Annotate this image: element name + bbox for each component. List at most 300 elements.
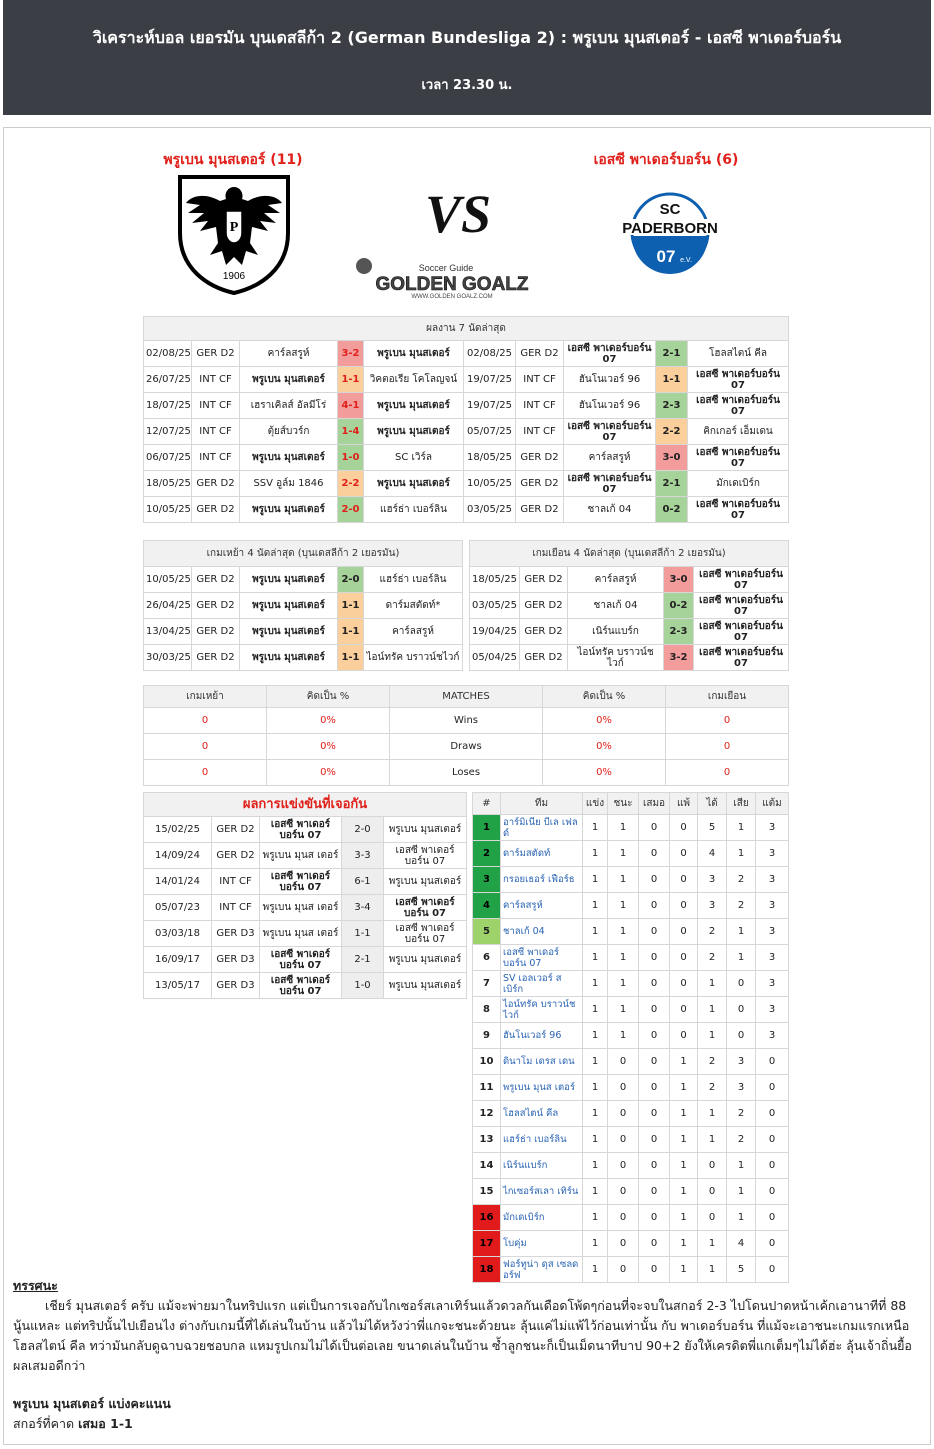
stat: 0: [608, 1075, 639, 1101]
league: GER D2: [192, 645, 240, 671]
stat: 0: [756, 1205, 789, 1231]
rank: 15: [473, 1179, 501, 1205]
away-side-team: เอสซี พาเดอร์บอร์น 07: [688, 367, 789, 393]
league: GER D3: [212, 973, 260, 999]
score: 2-3: [664, 619, 694, 645]
match-date: 13/04/25: [144, 619, 192, 645]
rank: 16: [473, 1205, 501, 1231]
standings-row: [473, 1023, 789, 1049]
stat: 1: [583, 867, 608, 893]
stat: 1: [583, 1205, 608, 1231]
stat: 3: [756, 971, 789, 997]
team-link[interactable]: SV เอลเวอร์ สเบิร์ก: [501, 971, 583, 997]
home-side-team: เอสซี พาเดอร์บอร์น 07: [564, 419, 656, 445]
stat: 0: [608, 1257, 639, 1283]
analysis-body: เชียร์ มุนสเตอร์ ครับ แม้จะพ่ายมาในทริปแรก แต่เป็นการเจอกับไกเซอร์สเลาเทิร์นแล้วดวลกันเดือดโพ้ดๆก่อนที่จะจบในสกอร์ 2-3 ไปโดนปาดหน้าเค้กเอานาทีที่ 88 นู้นแหละ แต่ทริปนั้นไปเยือนไง ต่างกับเกมนี้ที่ได้เล่นในบ้าน แล้วไม่ได้หวังว่าพี่แกจะชนะด้วยนะ ลุ้นแค่ไม่แพ้ไว้ก่อนเท่านั้น กับ พาเดอร์บอร์น ที่แม้จะเอาชนะเกมแรกเหนือ โฮลสไตน์ คีล ทว่ามันกลับดูฉาบฉวยชอบกล แหมรูปเกมไม่ได้เป็นต่อเลย ขนาดเล่นในบ้าน ซ้ำลูกชนะก็เป็นเม็ดนาทีบาป 90+2 ยังให้เครดิตพี่แกเต็มๆไม่ได้ฮ่ะ ลุ้นเจ้าถิ่นยื้อผลเสมอดีกว่า: [13, 1298, 912, 1373]
match-date: 06/07/25: [144, 445, 192, 471]
score: 2-1: [656, 471, 688, 497]
score: 1-1: [342, 921, 384, 947]
stat: 0: [639, 893, 670, 919]
away-side-team: วิคตอเรีย โคโลญจน์: [364, 367, 464, 393]
score: 3-0: [664, 567, 694, 593]
stat: 0: [639, 867, 670, 893]
score: 1-1: [338, 593, 364, 619]
league: GER D2: [516, 445, 564, 471]
standings-row: [473, 945, 789, 971]
vs-graphic: [418, 182, 498, 242]
last7-row: [144, 367, 789, 393]
matches-header: MATCHES: [390, 686, 543, 708]
stat: 0: [756, 1257, 789, 1283]
score: 2-1: [656, 341, 688, 367]
team-link[interactable]: ดาร์มสตัดท์: [501, 841, 583, 867]
team-link[interactable]: ไอน์ทรัค บราวน์ชไวก์: [501, 997, 583, 1023]
h2h-table: [143, 792, 467, 999]
team-link[interactable]: โบคุ่ม: [501, 1231, 583, 1257]
home-side-team: เนิร์นแบร์ก: [568, 619, 664, 645]
matches-row: [144, 734, 789, 760]
league: GER D2: [192, 341, 240, 367]
stat: 1: [727, 945, 756, 971]
match-date: 14/01/24: [144, 869, 212, 895]
home-side-team: พรูเบน มุนสเตอร์: [240, 593, 338, 619]
stat: 1: [583, 841, 608, 867]
team-link[interactable]: แฮร์ธ่า เบอร์ลิน: [501, 1127, 583, 1153]
standings-row: [473, 919, 789, 945]
standings-row: [473, 1205, 789, 1231]
stat: 0: [639, 1257, 670, 1283]
league: GER D2: [520, 567, 568, 593]
home4-row: [144, 645, 463, 671]
stat: 0: [639, 815, 670, 841]
stat: 4: [698, 841, 727, 867]
league: GER D2: [212, 817, 260, 843]
away4-row: [470, 567, 789, 593]
standings-row: [473, 1049, 789, 1075]
league: INT CF: [192, 367, 240, 393]
away-side-team: เอสซี พาเดอร์บอร์น 07: [688, 497, 789, 523]
standings-header: ได้: [698, 793, 727, 815]
league: INT CF: [192, 393, 240, 419]
team-link[interactable]: คาร์ลสรูห์: [501, 893, 583, 919]
stat: 1: [670, 1179, 698, 1205]
stat: 3: [756, 997, 789, 1023]
stat: 2: [727, 1101, 756, 1127]
predicted-score: [13, 1414, 919, 1434]
score: 2-2: [338, 471, 364, 497]
league: GER D2: [520, 619, 568, 645]
stat: 1: [698, 971, 727, 997]
stat: 0: [670, 997, 698, 1023]
matches-header: เกมเหย้า: [144, 686, 267, 708]
league: GER D3: [212, 921, 260, 947]
stat: 1: [583, 1049, 608, 1075]
stat: 1: [608, 1023, 639, 1049]
stat: 0: [639, 1101, 670, 1127]
stat: 1: [583, 945, 608, 971]
home4-title: เกมเหย้า 4 นัดล่าสุด (บุนเดสลีก้า 2 เยอรมัน): [144, 541, 463, 567]
match-date: 15/02/25: [144, 817, 212, 843]
last7-row: [144, 471, 789, 497]
stat: 0: [670, 971, 698, 997]
matches-header: คิดเป็น %: [267, 686, 390, 708]
league: GER D2: [192, 593, 240, 619]
home-team-logo: [176, 173, 292, 295]
stat: 0: [639, 997, 670, 1023]
stat: 5: [727, 1257, 756, 1283]
score: 3-2: [664, 645, 694, 671]
matches-row: [144, 708, 789, 734]
stat: 1: [727, 919, 756, 945]
h2h-row: [144, 895, 467, 921]
standings-header: แต้ม: [756, 793, 789, 815]
team-link[interactable]: ไกเซอร์สเลา เทิร์น: [501, 1179, 583, 1205]
stat: 1: [608, 893, 639, 919]
league: GER D2: [212, 843, 260, 869]
stat: 1: [670, 1127, 698, 1153]
match-date: 13/05/17: [144, 973, 212, 999]
home-side-team: ชาลเก้ 04: [564, 497, 656, 523]
away-team-name: เอสซี พาเดอร์บอร์น (6): [593, 152, 739, 168]
stat: 1: [670, 1231, 698, 1257]
stat: 1: [727, 1205, 756, 1231]
match-date: 19/07/25: [464, 367, 516, 393]
matches-cell: 0%: [543, 734, 666, 760]
kickoff-time: เวลา 23.30 น.: [421, 78, 513, 93]
match-date: 19/07/25: [464, 393, 516, 419]
rank: 1: [473, 815, 501, 841]
rank: 12: [473, 1101, 501, 1127]
stat: 0: [727, 997, 756, 1023]
score: 1-1: [338, 645, 364, 671]
matches-cell: 0: [666, 708, 789, 734]
rank: 6: [473, 945, 501, 971]
away4-row: [470, 619, 789, 645]
team-link[interactable]: ฟอร์ทูน่า ดุส เซลดอร์ฟ: [501, 1257, 583, 1283]
away-side-team: คาร์ลสรูห์: [364, 619, 463, 645]
stat: 1: [670, 1049, 698, 1075]
away-logo-name: PADERBORN: [622, 220, 718, 237]
match-date: 03/05/25: [470, 593, 520, 619]
score: 1-1: [338, 619, 364, 645]
stat: 1: [670, 1205, 698, 1231]
standings-row: [473, 1153, 789, 1179]
home-side-team: ตุ้ยส์บวร์ก: [240, 419, 338, 445]
h2h-row: [144, 921, 467, 947]
away-side-team: แฮร์ธ่า เบอร์ลิน: [364, 567, 463, 593]
match-date: 03/03/18: [144, 921, 212, 947]
away-logo-number: 07: [656, 247, 676, 266]
score: 1-0: [342, 973, 384, 999]
watermark-url: WWW.GOLDEN GOALZ.COM: [411, 294, 493, 299]
match-date: 18/07/25: [144, 393, 192, 419]
stat: 0: [639, 1075, 670, 1101]
stat: 1: [698, 1101, 727, 1127]
away-side-team: เอสซี พาเดอร์บอร์น 07: [694, 619, 789, 645]
away-side-team: พรูเบน มุนสเตอร์: [364, 419, 464, 445]
stat: 5: [698, 815, 727, 841]
team-link[interactable]: เนิร์นแบร์ก: [501, 1153, 583, 1179]
rank: 3: [473, 867, 501, 893]
home-side-team: คาร์ลสรูห์: [240, 341, 338, 367]
stat: 1: [698, 997, 727, 1023]
home-side-team: SSV อูล์ม 1846: [240, 471, 338, 497]
matches-cell: 0%: [267, 708, 390, 734]
stat: 0: [639, 1179, 670, 1205]
rank: 13: [473, 1127, 501, 1153]
match-date: 26/04/25: [144, 593, 192, 619]
league: GER D2: [520, 645, 568, 671]
rank: 10: [473, 1049, 501, 1075]
stat: 0: [756, 1101, 789, 1127]
vs-text: VS: [424, 184, 492, 242]
stat: 1: [608, 841, 639, 867]
home-side-team: คาร์ลสรูห์: [568, 567, 664, 593]
match-date: 10/05/25: [144, 567, 192, 593]
stat: 0: [639, 841, 670, 867]
league: GER D2: [192, 619, 240, 645]
team-link[interactable]: อาร์มิเนีย บีเล เฟลด์: [501, 815, 583, 841]
h2h-row: [144, 817, 467, 843]
matches-cell: 0%: [267, 760, 390, 786]
stat: 0: [698, 1153, 727, 1179]
away-side-team: พรูเบน มุนสเตอร์: [364, 471, 464, 497]
home-side-team: พรูเบน มุนสเตอร์: [240, 567, 338, 593]
away-side-team: พรูเบน มุนสเตอร์: [384, 947, 467, 973]
away-side-team: เอสซี พาเดอร์บอร์น 07: [694, 567, 789, 593]
last7-title: ผลงาน 7 นัดล่าสุด: [144, 317, 789, 341]
standings-row: [473, 815, 789, 841]
home-side-team: พรูเบน มุนส เตอร์: [260, 921, 342, 947]
away-logo-ev: e.V.: [680, 257, 692, 264]
match-date: 18/05/25: [464, 445, 516, 471]
h2h-row: [144, 869, 467, 895]
away-side-team: โฮลสไตน์ คีล: [688, 341, 789, 367]
stat: 0: [639, 1231, 670, 1257]
away-side-team: เอสซี พาเดอร์บอร์น 07: [688, 393, 789, 419]
stat: 1: [583, 1101, 608, 1127]
league: INT CF: [192, 445, 240, 471]
matches-header: คิดเป็น %: [543, 686, 666, 708]
stat: 1: [583, 1257, 608, 1283]
stat: 0: [639, 1049, 670, 1075]
stat: 1: [608, 867, 639, 893]
match-date: 05/04/25: [470, 645, 520, 671]
stat: 1: [583, 1153, 608, 1179]
away4-row: [470, 645, 789, 671]
away-side-team: เอสซี พาเดอร์บอร์น 07: [384, 843, 467, 869]
stat: 1: [698, 1257, 727, 1283]
away-side-team: เอสซี พาเดอร์บอร์น 07: [694, 593, 789, 619]
home-side-team: ชาลเก้ 04: [568, 593, 664, 619]
stat: 1: [583, 1179, 608, 1205]
league: INT CF: [516, 367, 564, 393]
stat: 3: [698, 867, 727, 893]
home-side-team: พรูเบน มุนส เตอร์: [260, 843, 342, 869]
stat: 0: [698, 1205, 727, 1231]
team-link[interactable]: ฮันโนเวอร์ 96: [501, 1023, 583, 1049]
rank: 17: [473, 1231, 501, 1257]
league: INT CF: [212, 869, 260, 895]
score: 3-3: [342, 843, 384, 869]
league: INT CF: [192, 419, 240, 445]
last7-row: [144, 497, 789, 523]
standings-header: แพ้: [670, 793, 698, 815]
team-link[interactable]: มักเดเบิร์ก: [501, 1205, 583, 1231]
stat: 0: [756, 1179, 789, 1205]
home-team-name: พรูเบน มุนสเตอร์ (11): [163, 152, 303, 168]
stat: 0: [756, 1075, 789, 1101]
team-link[interactable]: กรอยเธอร์ เฟือร์ธ: [501, 867, 583, 893]
standings-row: [473, 1127, 789, 1153]
score: 1-1: [338, 367, 364, 393]
standings-row: [473, 1101, 789, 1127]
team-link[interactable]: ดินาโม เดรส เดน: [501, 1049, 583, 1075]
away-side-team: เอสซี พาเดอร์บอร์น 07: [694, 645, 789, 671]
stat: 2: [698, 919, 727, 945]
stat: 1: [698, 1231, 727, 1257]
home4-row: [144, 593, 463, 619]
standings-row: [473, 1231, 789, 1257]
rank: 11: [473, 1075, 501, 1101]
stat: 0: [670, 841, 698, 867]
away-side-team: เอสซี พาเดอร์บอร์น 07: [688, 445, 789, 471]
home-side-team: พรูเบน มุนสเตอร์: [240, 497, 338, 523]
stat: 1: [608, 971, 639, 997]
match-date: 12/07/25: [144, 419, 192, 445]
score: 2-1: [342, 947, 384, 973]
home-side-team: เอสซี พาเดอร์บอร์น 07: [260, 817, 342, 843]
home-side-team: เฮราเคิลส์ อัลมีโร่: [240, 393, 338, 419]
team-link[interactable]: เอสซี พาเดอร์ บอร์น 07: [501, 945, 583, 971]
matches-summary-table: [143, 685, 789, 786]
team-link[interactable]: โฮลสไตน์ คีล: [501, 1101, 583, 1127]
matches-cell: Loses: [390, 760, 543, 786]
stat: 1: [670, 1101, 698, 1127]
stat: 1: [698, 1127, 727, 1153]
stat: 2: [727, 867, 756, 893]
home-side-team: เอสซี พาเดอร์บอร์น 07: [260, 973, 342, 999]
stat: 0: [608, 1153, 639, 1179]
home4-row: [144, 619, 463, 645]
stat: 3: [727, 1049, 756, 1075]
predicted-score-value: เสมอ 1-1: [78, 1416, 133, 1431]
league: GER D2: [516, 497, 564, 523]
home-side-team: เอสซี พาเดอร์บอร์น 07: [564, 471, 656, 497]
score: 2-2: [656, 419, 688, 445]
stat: 1: [583, 1231, 608, 1257]
score: 2-0: [338, 497, 364, 523]
score: 1-1: [656, 367, 688, 393]
stat: 3: [756, 919, 789, 945]
team-link[interactable]: ชาลเก้ 04: [501, 919, 583, 945]
league: GER D2: [516, 471, 564, 497]
home-side-team: พรูเบน มุนสเตอร์: [240, 619, 338, 645]
stat: 0: [670, 919, 698, 945]
stat: 0: [756, 1049, 789, 1075]
match-date: 18/05/25: [144, 471, 192, 497]
stat: 1: [727, 1153, 756, 1179]
away-side-team: พรูเบน มุนสเตอร์: [384, 869, 467, 895]
stat: 0: [756, 1153, 789, 1179]
rank: 2: [473, 841, 501, 867]
stat: 1: [583, 1023, 608, 1049]
league: GER D3: [212, 947, 260, 973]
stat: 0: [608, 1127, 639, 1153]
away-side-team: พรูเบน มุนสเตอร์: [384, 973, 467, 999]
away-side-team: พรูเบน มุนสเตอร์: [364, 393, 464, 419]
stat: 0: [608, 1179, 639, 1205]
home-side-team: พรูเบน มุนสเตอร์: [240, 645, 338, 671]
stat: 1: [608, 919, 639, 945]
matches-cell: 0%: [543, 760, 666, 786]
standings-row: [473, 1075, 789, 1101]
home-side-team: ฮันโนเวอร์ 96: [564, 367, 656, 393]
match-date: 03/05/25: [464, 497, 516, 523]
rank: 14: [473, 1153, 501, 1179]
matches-cell: 0: [666, 760, 789, 786]
score: 1-0: [338, 445, 364, 471]
stat: 0: [670, 1023, 698, 1049]
stat: 0: [670, 867, 698, 893]
away-team-logo: [608, 192, 732, 276]
standings-header: ชนะ: [608, 793, 639, 815]
standings-row: [473, 997, 789, 1023]
away-side-team: ไอน์ทรัค บราวน์ชไวก์: [364, 645, 463, 671]
stat: 1: [727, 841, 756, 867]
stat: 3: [756, 841, 789, 867]
stat: 1: [583, 997, 608, 1023]
stat: 0: [756, 1231, 789, 1257]
last7-table: [143, 316, 789, 523]
rank: 18: [473, 1257, 501, 1283]
score: 2-3: [656, 393, 688, 419]
home-side-team: ไอน์ทรัค บราวน์ชไวก์: [568, 645, 664, 671]
rank: 4: [473, 893, 501, 919]
analysis-section: [13, 1276, 919, 1434]
matches-row: [144, 760, 789, 786]
stat: 3: [756, 893, 789, 919]
stat: 1: [583, 971, 608, 997]
stat: 1: [583, 815, 608, 841]
away-side-team: แฮร์ธ่า เบอร์ลิน: [364, 497, 464, 523]
stat: 0: [698, 1179, 727, 1205]
score: 1-4: [338, 419, 364, 445]
stat: 0: [670, 945, 698, 971]
analysis-pick: พรูเบน มุนสเตอร์ แบ่งคะแนน: [13, 1396, 171, 1411]
standings-row: [473, 1179, 789, 1205]
standings-header: #: [473, 793, 501, 815]
home-logo-letter: P: [229, 220, 239, 235]
stat: 2: [727, 893, 756, 919]
site-watermark-logo: [336, 255, 568, 299]
score: 3-0: [656, 445, 688, 471]
team-link[interactable]: พรูเบน มุนส เตอร์: [501, 1075, 583, 1101]
stat: 0: [639, 1205, 670, 1231]
h2h-row: [144, 973, 467, 999]
match-date: 26/07/25: [144, 367, 192, 393]
predicted-score-label: สกอร์ที่คาด: [13, 1416, 75, 1431]
match-date: 19/04/25: [470, 619, 520, 645]
matches-cell: Draws: [390, 734, 543, 760]
matches-header: เกมเยือน: [666, 686, 789, 708]
stat: 4: [727, 1231, 756, 1257]
score: 0-2: [664, 593, 694, 619]
league: GER D2: [520, 593, 568, 619]
standings-row: [473, 971, 789, 997]
home-side-team: คาร์ลสรูห์: [564, 445, 656, 471]
match-date: 10/05/25: [144, 497, 192, 523]
